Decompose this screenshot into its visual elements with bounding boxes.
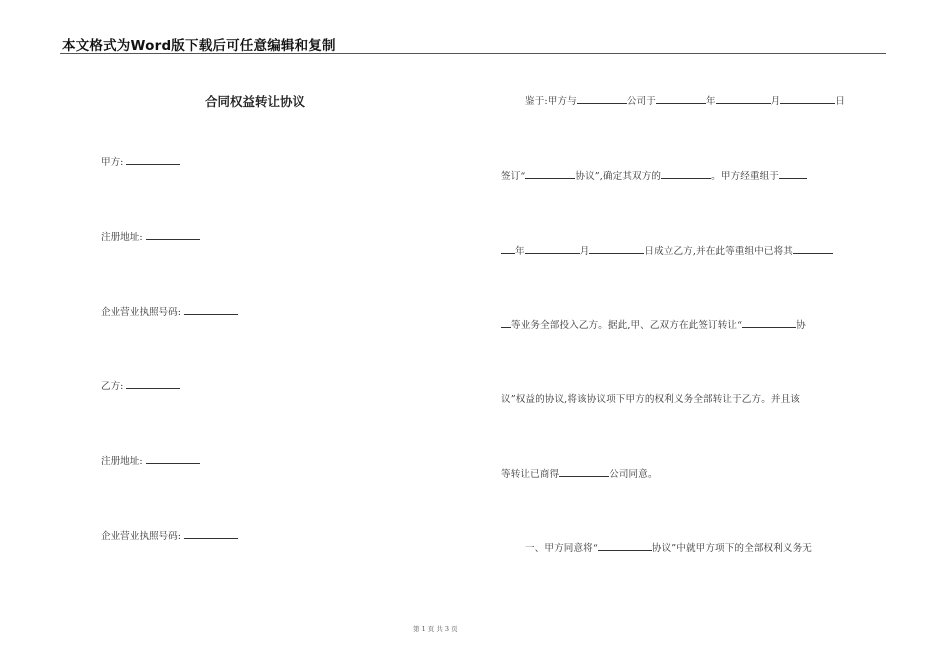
- text-segment: 月: [770, 96, 781, 107]
- blank-field: [501, 318, 511, 328]
- party-b-label: 乙方:: [101, 381, 124, 392]
- party-a-blank: [126, 155, 180, 165]
- party-a-line: [101, 154, 180, 168]
- party-a-license-label: 企业营业执照号码:: [101, 307, 181, 318]
- header-divider: [60, 53, 886, 54]
- blank-field: [501, 244, 515, 254]
- blank-field: [589, 244, 644, 254]
- blank-field: [559, 467, 609, 477]
- document-header-banner: 本文格式为Word版下载后可任意编辑和复制: [62, 38, 336, 54]
- party-b-address-line: [101, 453, 200, 467]
- page-number: 第 1 页 共 3 页: [413, 625, 458, 633]
- blank-field: [742, 318, 796, 328]
- party-b-license-line: [101, 528, 238, 542]
- blank-field: [661, 169, 711, 179]
- party-b-license-label: 企业营业执照号码:: [101, 531, 181, 542]
- blank-field: [598, 541, 652, 551]
- text-segment: 等业务全部投入乙方。据此,甲、乙双方在此签订转让“: [511, 320, 743, 331]
- text-segment: 日成立乙方,并在此等重组中已将其: [644, 246, 793, 257]
- text-segment: 。甲方经重组于: [711, 171, 779, 182]
- text-segment: 日: [835, 96, 846, 107]
- text-segment: 年: [515, 246, 525, 257]
- text-segment: 协: [796, 320, 806, 331]
- party-b-blank: [126, 379, 180, 389]
- body-line-3: [501, 243, 833, 257]
- blank-field: [716, 94, 771, 104]
- text-segment: 公司于: [626, 96, 656, 107]
- text-segment: 协议”,确定其双方的: [575, 171, 662, 182]
- body-line-5: [501, 391, 800, 405]
- party-b-address-label: 注册地址:: [101, 456, 143, 467]
- party-b-license-blank: [184, 529, 238, 539]
- party-b-address-blank: [146, 454, 200, 464]
- text-segment: 签订“: [501, 171, 526, 182]
- blank-field: [780, 94, 835, 104]
- body-line-6: [501, 466, 658, 480]
- party-a-license-blank: [184, 305, 238, 315]
- text-segment: 协议”中就甲方项下的全部权利义务无: [651, 543, 812, 554]
- body-line-2: [501, 168, 807, 182]
- blank-field: [656, 94, 706, 104]
- party-a-label: 甲方:: [101, 157, 124, 168]
- text-segment: 等转让已商得: [501, 469, 560, 480]
- text-segment: 一、甲方同意将“: [525, 543, 598, 554]
- party-b-line: [101, 378, 180, 392]
- party-a-address-blank: [146, 230, 200, 240]
- party-a-license-line: [101, 304, 238, 318]
- body-line-4: [501, 317, 806, 331]
- document-title: 合同权益转让协议: [205, 94, 306, 109]
- text-segment: 鉴于:甲方与: [525, 96, 577, 107]
- party-a-address-label: 注册地址:: [101, 232, 143, 243]
- text-segment: 年: [705, 96, 716, 107]
- blank-field: [577, 94, 627, 104]
- text-segment: 月: [579, 246, 590, 257]
- blank-field: [793, 244, 833, 254]
- blank-field: [525, 244, 580, 254]
- blank-field: [779, 169, 807, 179]
- text-segment: 议”权益的协议,将该协议项下甲方的权利义务全部转让于乙方。并且该: [501, 394, 800, 405]
- party-a-address-line: [101, 229, 200, 243]
- body-line-1: [525, 93, 845, 107]
- text-segment: 公司同意。: [609, 469, 658, 480]
- body-line-7: [525, 540, 812, 554]
- blank-field: [525, 169, 575, 179]
